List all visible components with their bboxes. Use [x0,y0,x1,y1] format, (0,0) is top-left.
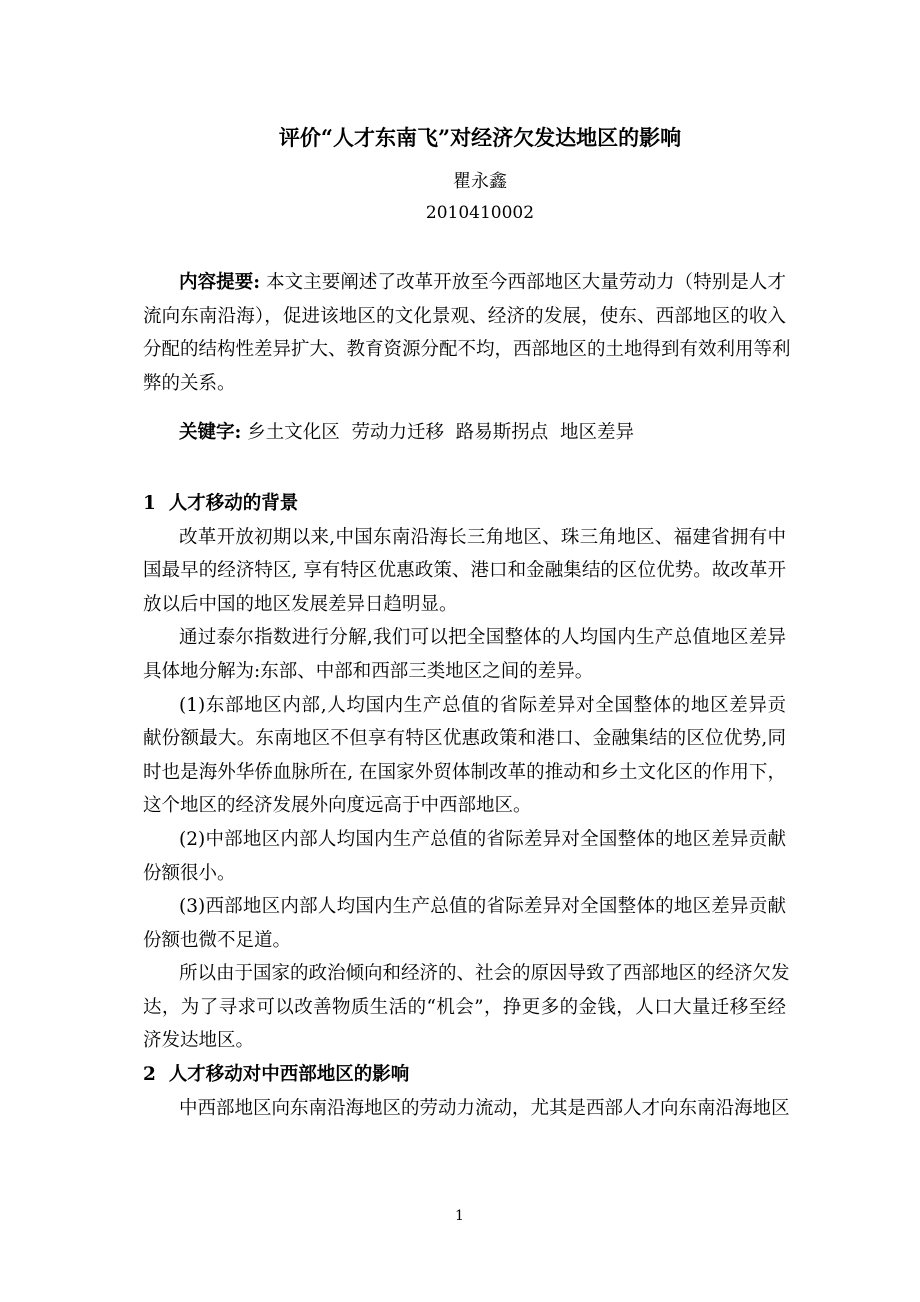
paragraph-line: (3)西部地区内部人均国内生产总值的省际差异对全国整体的地区差异贡献 [179,896,786,918]
keywords [143,416,786,450]
abstract-line [143,367,786,401]
paragraph-line: 献份额最大。东南地区不但享有特区优惠政策和港口、金融集结的区位优势,同 [143,728,786,750]
paragraph-line: 达，为了寻求可以改善物质生活的“机会”，挣更多的金钱，人口大量迁移至经 [143,996,786,1018]
abstract [143,266,791,400]
paragraph-line: 改革开放初期以来,中国东南沿海长三角地区、珠三角地区、福建省拥有中 [179,526,786,548]
paragraph-line: (1)东部地区内部,人均国内生产总值的省际差异对全国整体的地区差异贡 [179,694,786,716]
paragraph-line: (2)中部地区内部人均国内生产总值的省际差异对全国整体的地区差异贡献 [179,828,786,850]
paragraph [143,890,786,957]
paragraph-line: 国最早的经济特区, 享有特区优惠政策、港口和金融集结的区位优势。故改革开 [143,560,786,582]
abstract-text: 弊的关系。 [143,372,236,394]
abstract-line [143,266,786,300]
document-title: 评价“人才东南飞”对经济欠发达地区的影响 [278,125,682,150]
student-id: 2010410002 [425,203,535,223]
paragraph [143,689,786,823]
paragraph-line: 这个地区的经济发展外向度远高于中西部地区。 [143,795,532,817]
paragraph-line: 所以由于国家的政治倾向和经济的、社会的原因导致了西部地区的经济欠发 [179,963,790,985]
paragraph-line: 中西部地区向东南沿海地区的劳动力流动，尤其是西部人才向东南沿海地区 [179,1097,790,1119]
paragraph [143,521,786,622]
page-number: 1 [455,1208,464,1224]
abstract-text: 本文主要阐述了改革开放至今西部地区大量劳动力（特别是人才 [266,272,786,293]
paragraph-line: 具体地分解为:东部、中部和西部三类地区之间的差异。 [143,660,594,682]
keywords-text: 乡土文化区 劳动力迁移 路易斯拐点 地区差异 [247,422,635,444]
author-name: 瞿永鑫 [453,171,507,192]
document-content [143,266,791,1125]
paragraph-line: 放以后中国的地区发展差异日趋明显。 [143,593,458,615]
abstract-label: 内容提要: [179,272,261,293]
paragraph [143,957,790,1058]
paragraph [143,621,786,688]
keywords-line [143,416,786,450]
paragraph-line: 时也是海外华侨血脉所在, 在国家外贸体制改革的推动和乡土文化区的作用下， [143,761,786,783]
abstract-line [143,333,791,367]
paragraph-line: 通过泰尔指数进行分解,我们可以把全国整体的人均国内生产总值地区差异 [179,627,786,649]
keywords-label: 关键字: [179,422,242,444]
abstract-text: 分配的结构性差异扩大、教育资源分配不均，西部地区的土地得到有效利用等利 [143,339,791,361]
paragraph-line: 份额也微不足道。 [143,929,292,951]
paragraph [143,1092,790,1126]
abstract-text: 流向东南沿海），促进该地区的文化景观、经济的发展，使东、西部地区的收入 [143,305,786,327]
section-heading: 1 人才移动的背景 [143,492,299,514]
paragraph [143,823,786,890]
body [143,487,790,1125]
abstract-line [143,300,786,334]
section-heading: 2 人才移动对中西部地区的影响 [143,1064,410,1086]
paragraph-line: 份额很小。 [143,862,236,884]
paragraph-line: 济发达地区。 [143,1030,255,1052]
